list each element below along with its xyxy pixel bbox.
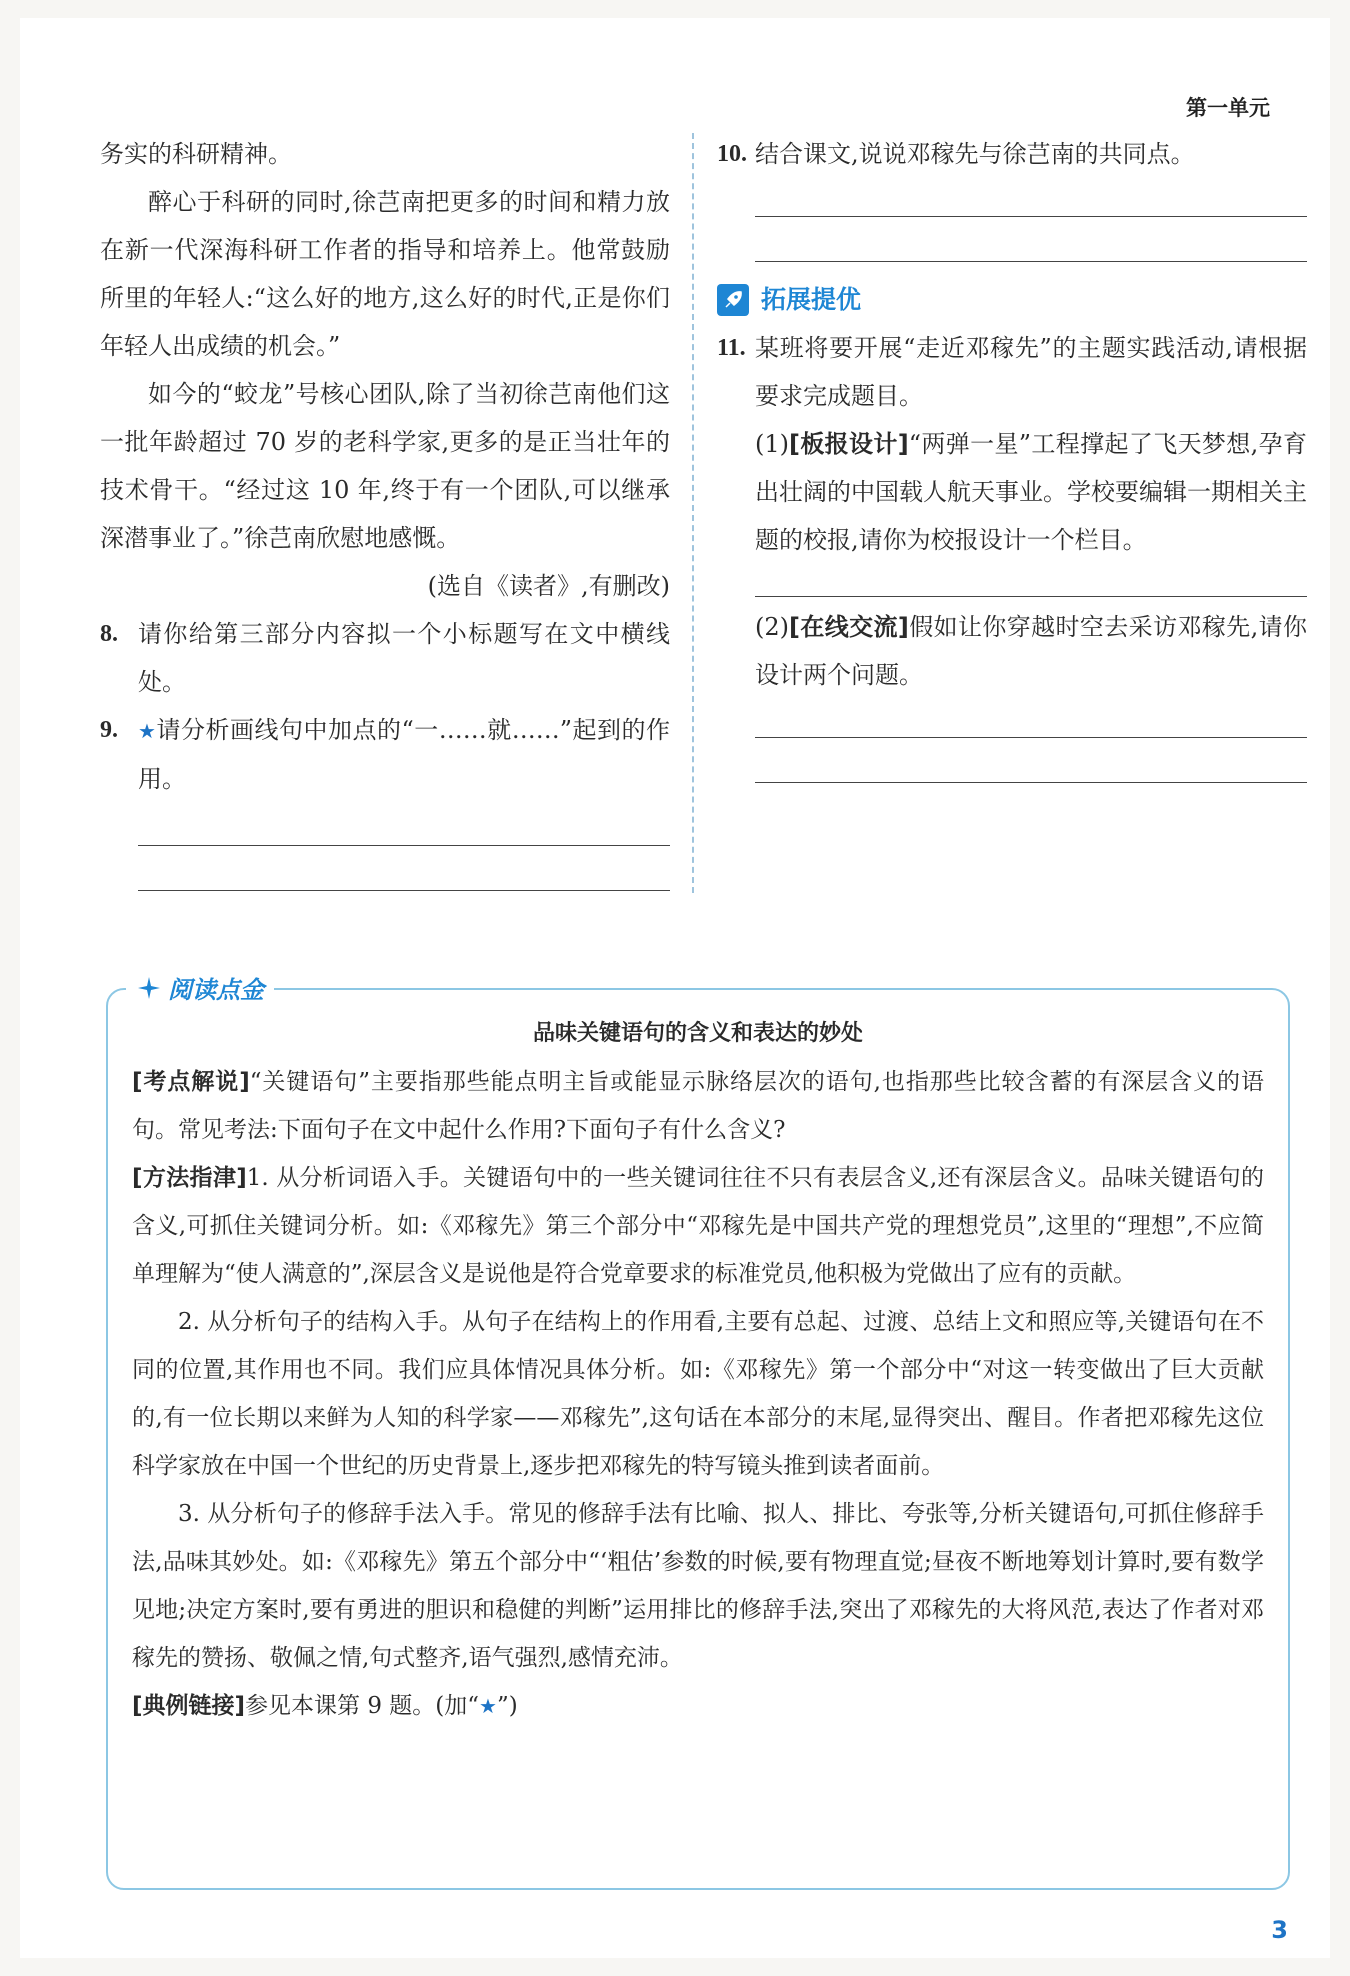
passage-source: (选自《读者》,有删改)	[427, 572, 670, 600]
question-9-text: 请分析画线句中加点的“一……就……”起到的作用。	[138, 716, 670, 793]
answer-line[interactable]	[755, 261, 1307, 262]
example-tag: [典例链接]	[132, 1693, 246, 1719]
question-10	[717, 130, 1307, 178]
page	[20, 18, 1330, 1958]
example-paragraph	[132, 1682, 1264, 1730]
method-1-text: 1. 从分析词语入手。关键语句中的一些关键词往往不只有表层含义,还有深层含义。品味关键语句的含义,可抓住关键词分析。如:《邓稼先》第三个部分中“邓稼先是中国共产党的理想党员”,这里的“理想”,不应简单理解为“使人满意的”,深层含义是说他是符合党章要求的标准党员,他积极为党做出了应有的贡献。	[132, 1165, 1264, 1287]
rocket-icon	[717, 284, 749, 316]
question-9-number: 9.	[100, 717, 118, 743]
passage-paragraph-1: 醉心于科研的同时,徐芑南把更多的时间和精力放在新一代深海科研工作者的指导和培养上。他常鼓励所里的年轻人:“这么好的地方,这么好的时代,正是你们年轻人出成绩的机会。”	[100, 188, 670, 360]
question-11	[717, 324, 1307, 420]
kaodian-tag: [考点解说]	[132, 1069, 250, 1095]
section-header	[717, 276, 1307, 324]
question-11-text: 某班将要开展“走近邓稼先”的主题实践活动,请根据要求完成题目。	[755, 334, 1307, 410]
method-paragraph-1	[132, 1154, 1264, 1298]
star-icon: ★	[479, 1694, 497, 1718]
reading-tips-label	[126, 970, 274, 1005]
method-tag: [方法指津]	[132, 1165, 247, 1191]
section-title: 拓展提优	[761, 285, 862, 314]
answer-line[interactable]	[755, 782, 1307, 783]
question-8-text: 请你给第三部分内容拟一个小标题写在文中横线处。	[138, 620, 670, 696]
star-icon: ★	[138, 719, 157, 743]
example-text-after: ”)	[496, 1693, 518, 1719]
left-column	[100, 130, 670, 891]
unit-label: 第一单元	[1186, 96, 1270, 120]
answer-line[interactable]	[138, 890, 670, 891]
question-11-part-2	[755, 603, 1307, 699]
part-1-text: “两弹一星”工程撑起了飞天梦想,孕育出壮阔的中国载人航天事业。学校要编辑一期相关主题的校报,请你为校报设计一个栏目。	[755, 430, 1307, 554]
passage-paragraph-2: 如今的“蛟龙”号核心团队,除了当初徐芑南他们这一批年龄超过 70 岁的老科学家,更多的是正当壮年的技术骨干。“经过这 10 年,终于有一个团队,可以继承深潜事业了。”徐芑南欣慰地感慨。	[100, 380, 670, 552]
question-10-number: 10.	[717, 141, 747, 167]
right-column	[717, 130, 1307, 783]
reading-tips-label-text: 阅读点金	[168, 976, 264, 1004]
question-11-part-1	[755, 420, 1307, 564]
sparkle-icon	[136, 975, 162, 1001]
tips-title: 品味关键语句的含义和表达的妙处	[532, 1021, 863, 1046]
method-paragraph-3: 3. 从分析句子的修辞手法入手。常见的修辞手法有比喻、拟人、排比、夸张等,分析关键语句,可抓住修辞手法,品味其妙处。如:《邓稼先》第五个部分中“‘粗估’参数的时候,要有物理直觉;昼夜不断地筹划计算时,要有数学见地;决定方案时,要有勇进的胆识和稳健的判断”运用排比的修辞手法,突出了邓稼先的大将风范,表达了作者对邓稼先的赞扬、敬佩之情,句式整齐,语气强烈,感情充沛。	[132, 1501, 1264, 1671]
question-8-number: 8.	[100, 621, 118, 647]
part-1-tag: [板报设计]	[789, 430, 909, 458]
question-9-text-wrap	[138, 706, 670, 803]
kaodian-paragraph	[132, 1058, 1264, 1154]
column-divider	[692, 133, 694, 893]
example-text-before: 参见本课第 9 题。(加“	[245, 1693, 480, 1719]
question-11-number: 11.	[717, 335, 746, 361]
part-2-text: 假如让你穿越时空去采访邓稼先,请你设计两个问题。	[755, 613, 1307, 689]
kaodian-text: “关键语句”主要指那些能点明主旨或能显示脉络层次的语句,也指那些比较含蓄的有深层含义的语句。常见考法:下面句子在文中起什么作用?下面句子有什么含义?	[132, 1069, 1265, 1143]
question-8	[100, 610, 670, 706]
part-2-tag: [在线交流]	[789, 613, 909, 641]
reading-tips-box	[106, 976, 1290, 1890]
question-9	[100, 706, 670, 803]
passage-continuation: 务实的科研精神。	[100, 140, 292, 168]
passage-source-row	[100, 562, 670, 610]
question-10-text: 结合课文,说说邓稼先与徐芑南的共同点。	[755, 140, 1195, 168]
part-1-prefix: (1)	[755, 430, 789, 458]
page-number: 3	[1271, 1916, 1288, 1944]
part-2-prefix: (2)	[755, 613, 789, 641]
tips-body	[132, 1058, 1264, 1730]
method-paragraph-2: 2. 从分析句子的结构入手。从句子在结构上的作用看,主要有总起、过渡、总结上文和照应等,关键语句在不同的位置,其作用也不同。我们应具体情况具体分析。如:《邓稼先》第一个部分中“对这一转变做出了巨大贡献的,有一位长期以来鲜为人知的科学家——邓稼先”,这句话在本部分的末尾,显得突出、醒目。作者把邓稼先这位科学家放在中国一个世纪的历史背景上,逐步把邓稼先的特写镜头推到读者面前。	[132, 1309, 1264, 1479]
